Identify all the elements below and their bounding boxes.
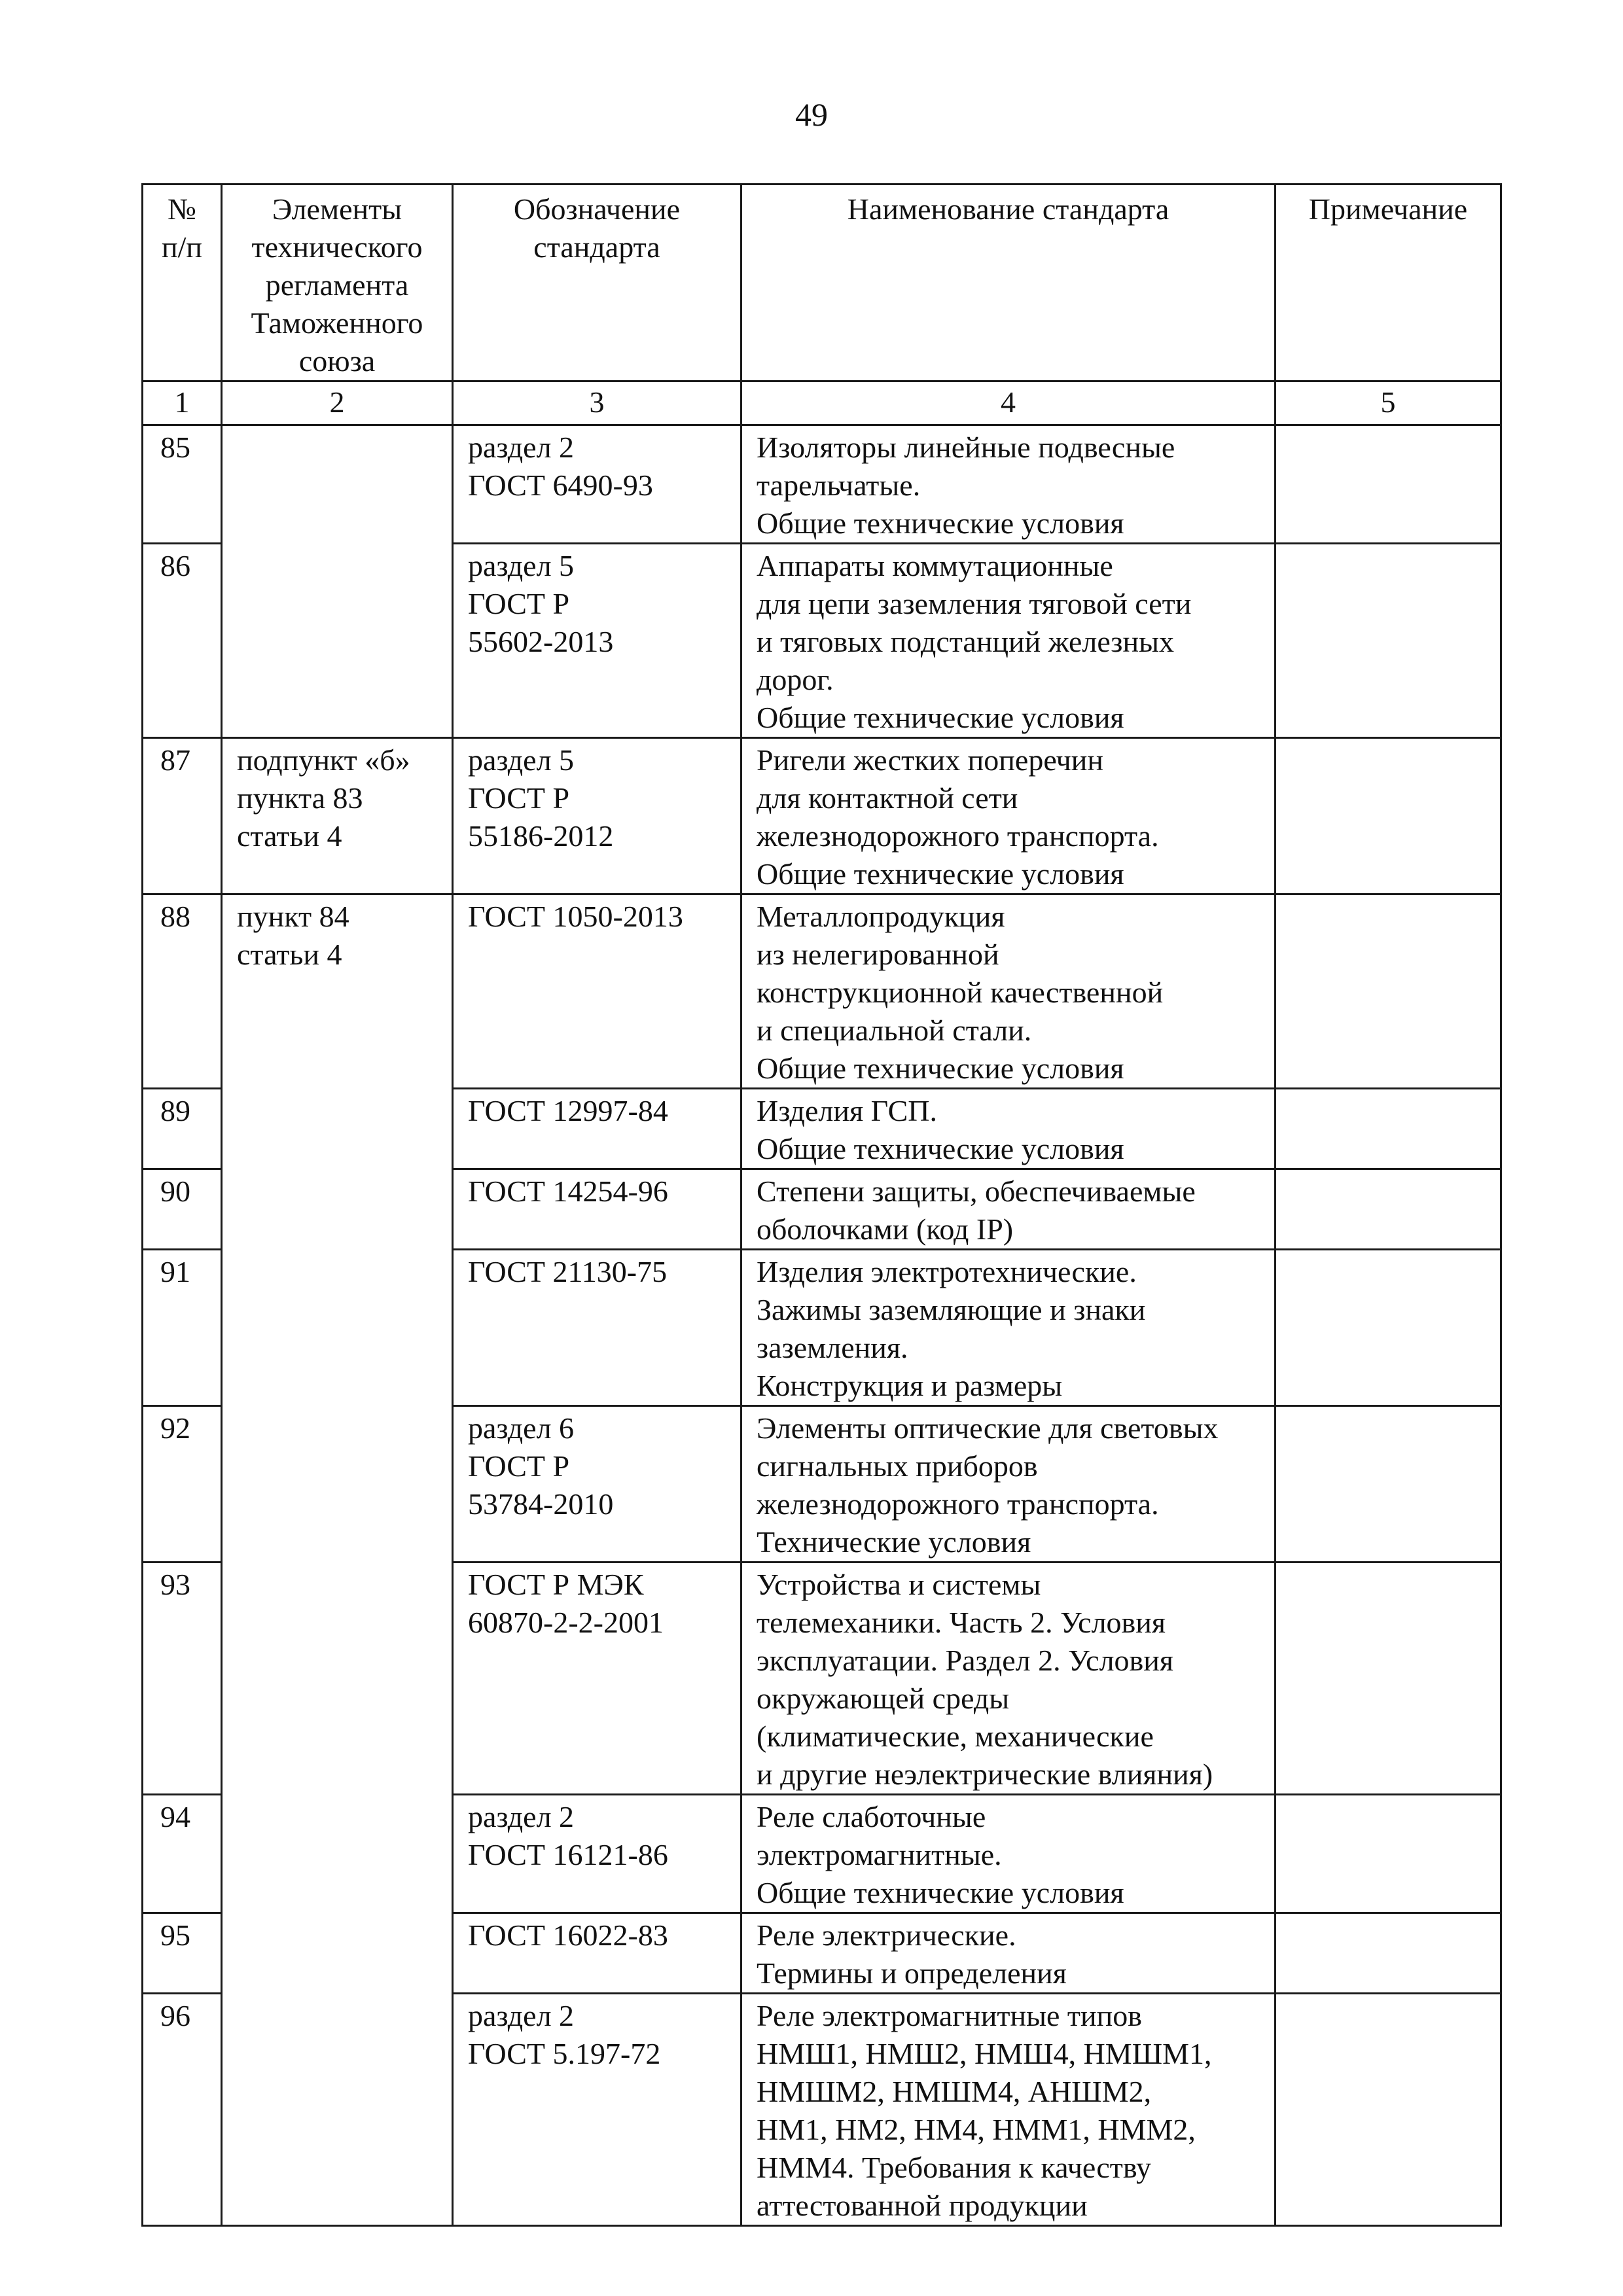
row-designation: раздел 2 ГОСТ 6490-93 (453, 425, 741, 544)
row-designation: ГОСТ 14254-96 (453, 1169, 741, 1250)
row-note (1275, 1563, 1501, 1795)
column-number: 5 (1275, 381, 1501, 425)
row-number: 89 (143, 1089, 222, 1169)
header-num: № п/п (143, 185, 222, 381)
column-number: 4 (741, 381, 1275, 425)
row-designation: раздел 5 ГОСТ Р 55602-2013 (453, 544, 741, 738)
row-standard-name: Реле электрические. Термины и определения (741, 1913, 1275, 1994)
row-note (1275, 1250, 1501, 1406)
row-standard-name: Аппараты коммутационные для цепи заземления тяговой сети и тяговых подстанций железных дорог. Общие технические условия (741, 544, 1275, 738)
row-designation: раздел 2 ГОСТ 16121-86 (453, 1795, 741, 1913)
row-designation: ГОСТ Р МЭК 60870-2-2-2001 (453, 1563, 741, 1795)
row-standard-name: Металлопродукция из нелегированной конструкционной качественной и специальной стали. Общие технические условия (741, 894, 1275, 1089)
row-number: 95 (143, 1913, 222, 1994)
row-note (1275, 738, 1501, 894)
row-number: 96 (143, 1994, 222, 2226)
row-designation: ГОСТ 12997-84 (453, 1089, 741, 1169)
row-standard-name: Изделия ГСП. Общие технические условия (741, 1089, 1275, 1169)
row-note (1275, 1913, 1501, 1994)
row-designation: раздел 5 ГОСТ Р 55186-2012 (453, 738, 741, 894)
row-number: 92 (143, 1406, 222, 1563)
row-standard-name: Реле электромагнитные типов НМШ1, НМШ2, НМШ4, НМШМ1, НМШМ2, НМШМ4, АНШМ2, НМ1, НМ2, НМ4, НММ1, НММ2, НММ4. Требования к качеству аттестованной продукции (741, 1994, 1275, 2226)
row-number: 91 (143, 1250, 222, 1406)
row-designation: ГОСТ 21130-75 (453, 1250, 741, 1406)
row-number: 90 (143, 1169, 222, 1250)
column-number: 1 (143, 381, 222, 425)
row-note (1275, 544, 1501, 738)
row-number: 85 (143, 425, 222, 544)
row-standard-name: Изоляторы линейные подвесные тарельчатые. Общие технические условия (741, 425, 1275, 544)
row-element: пункт 84 статьи 4 (222, 894, 453, 2226)
page-number: 49 (795, 96, 828, 133)
row-standard-name: Элементы оптические для световых сигнальных приборов железнодорожного транспорта. Технические условия (741, 1406, 1275, 1563)
row-standard-name: Степени защиты, обеспечиваемые оболочками (код IP) (741, 1169, 1275, 1250)
table-row (143, 425, 1501, 544)
row-number: 94 (143, 1795, 222, 1913)
column-number: 3 (453, 381, 741, 425)
row-standard-name: Изделия электротехнические. Зажимы заземляющие и знаки заземления. Конструкция и размеры (741, 1250, 1275, 1406)
header-row (143, 185, 1501, 381)
row-standard-name: Ригели жестких поперечин для контактной сети железнодорожного транспорта. Общие технические условия (741, 738, 1275, 894)
row-number: 93 (143, 1563, 222, 1795)
row-number: 86 (143, 544, 222, 738)
row-note (1275, 1406, 1501, 1563)
header-name: Наименование стандарта (741, 185, 1275, 381)
row-designation: ГОСТ 16022-83 (453, 1913, 741, 1994)
row-note (1275, 425, 1501, 544)
row-note (1275, 1089, 1501, 1169)
row-note (1275, 1795, 1501, 1913)
row-designation: раздел 2 ГОСТ 5.197-72 (453, 1994, 741, 2226)
row-standard-name: Реле слаботочные электромагнитные. Общие технические условия (741, 1795, 1275, 1913)
row-designation: раздел 6 ГОСТ Р 53784-2010 (453, 1406, 741, 1563)
table-row (143, 894, 1501, 1089)
column-number-row (143, 381, 1501, 425)
row-note (1275, 894, 1501, 1089)
row-designation: ГОСТ 1050-2013 (453, 894, 741, 1089)
row-note (1275, 1169, 1501, 1250)
row-note (1275, 1994, 1501, 2226)
header-note: Примечание (1275, 185, 1501, 381)
row-number: 88 (143, 894, 222, 1089)
row-element (222, 425, 453, 738)
row-standard-name: Устройства и системы телемеханики. Часть 2. Условия эксплуатации. Раздел 2. Условия окружающей среды (климатические, механические и другие неэлектрические влияния) (741, 1563, 1275, 1795)
standards-table (141, 183, 1502, 2227)
column-number: 2 (222, 381, 453, 425)
row-number: 87 (143, 738, 222, 894)
table-row (143, 738, 1501, 894)
header-elements: Элементы технического регламента Таможенного союза (222, 185, 453, 381)
header-designation: Обозначение стандарта (453, 185, 741, 381)
row-element: подпункт «б» пункта 83 статьи 4 (222, 738, 453, 894)
